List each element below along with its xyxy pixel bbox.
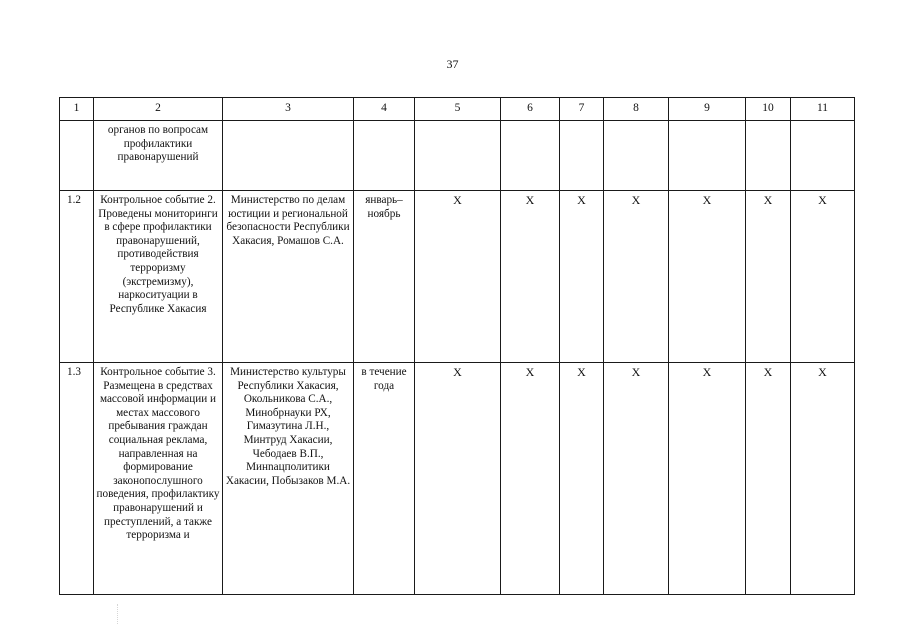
mark-cell: X [669,363,746,595]
plan-table [59,97,855,595]
executor-cell: Министерство по делам юстиции и региональной безопасности Республики Хакасия, Ромашов С.А. [223,191,354,363]
mark-cell [746,121,791,191]
table-row [60,363,855,595]
mark-cell [560,121,604,191]
header-row [60,98,855,121]
mark-cell [604,121,669,191]
row-number: 1.3 [60,363,94,595]
mark-cell: X [604,191,669,363]
table-row [60,121,855,191]
header-cell: 5 [415,98,501,121]
executor-cell [223,121,354,191]
header-cell: 10 [746,98,791,121]
header-cell: 11 [791,98,855,121]
header-cell: 1 [60,98,94,121]
row-number: 1.2 [60,191,94,363]
mark-cell: X [791,191,855,363]
mark-cell: X [746,363,791,595]
mark-cell: X [501,363,560,595]
event-cell: органов по вопросам профилактики правонарушений [94,121,223,191]
table-row [60,191,855,363]
mark-cell: X [791,363,855,595]
mark-cell [791,121,855,191]
mark-cell: X [746,191,791,363]
executor-cell: Министерство культуры Республики Хакасия, Окольникова С.А., Минобрнауки РХ, Гимазутина Л.Н., Минтруд Хакасии, Чебодаев В.П., Минnацполитики Хакасии, Побызаков М.А. [223,363,354,595]
event-cell: Контрольное событие 3. Размещена в средствах массовой информации и местах массового пребывания граждан социальная реклама, направленная на формирование законопослушного поведения, профилактику правонарушений и преступлений, а также терроризма и [94,363,223,595]
header-cell: 6 [501,98,560,121]
mark-cell [501,121,560,191]
mark-cell: X [415,363,501,595]
row-number [60,121,94,191]
mark-cell: X [501,191,560,363]
header-cell: 4 [354,98,415,121]
mark-cell [669,121,746,191]
header-cell: 8 [604,98,669,121]
period-cell [354,121,415,191]
period-cell: в течение года [354,363,415,595]
mark-cell: X [415,191,501,363]
header-cell: 7 [560,98,604,121]
header-cell: 3 [223,98,354,121]
scan-artifact [117,604,121,624]
header-cell: 2 [94,98,223,121]
mark-cell [415,121,501,191]
period-cell: январь–ноябрь [354,191,415,363]
mark-cell: X [560,191,604,363]
event-cell: Контрольное событие 2. Проведены мониторинги в сфере профилактики правонарушений, противодействия терроризму (экстремизму), наркоситуации в Республике Хакасия [94,191,223,363]
mark-cell: X [604,363,669,595]
mark-cell: X [669,191,746,363]
mark-cell: X [560,363,604,595]
page-number: 37 [446,57,459,71]
header-cell: 9 [669,98,746,121]
